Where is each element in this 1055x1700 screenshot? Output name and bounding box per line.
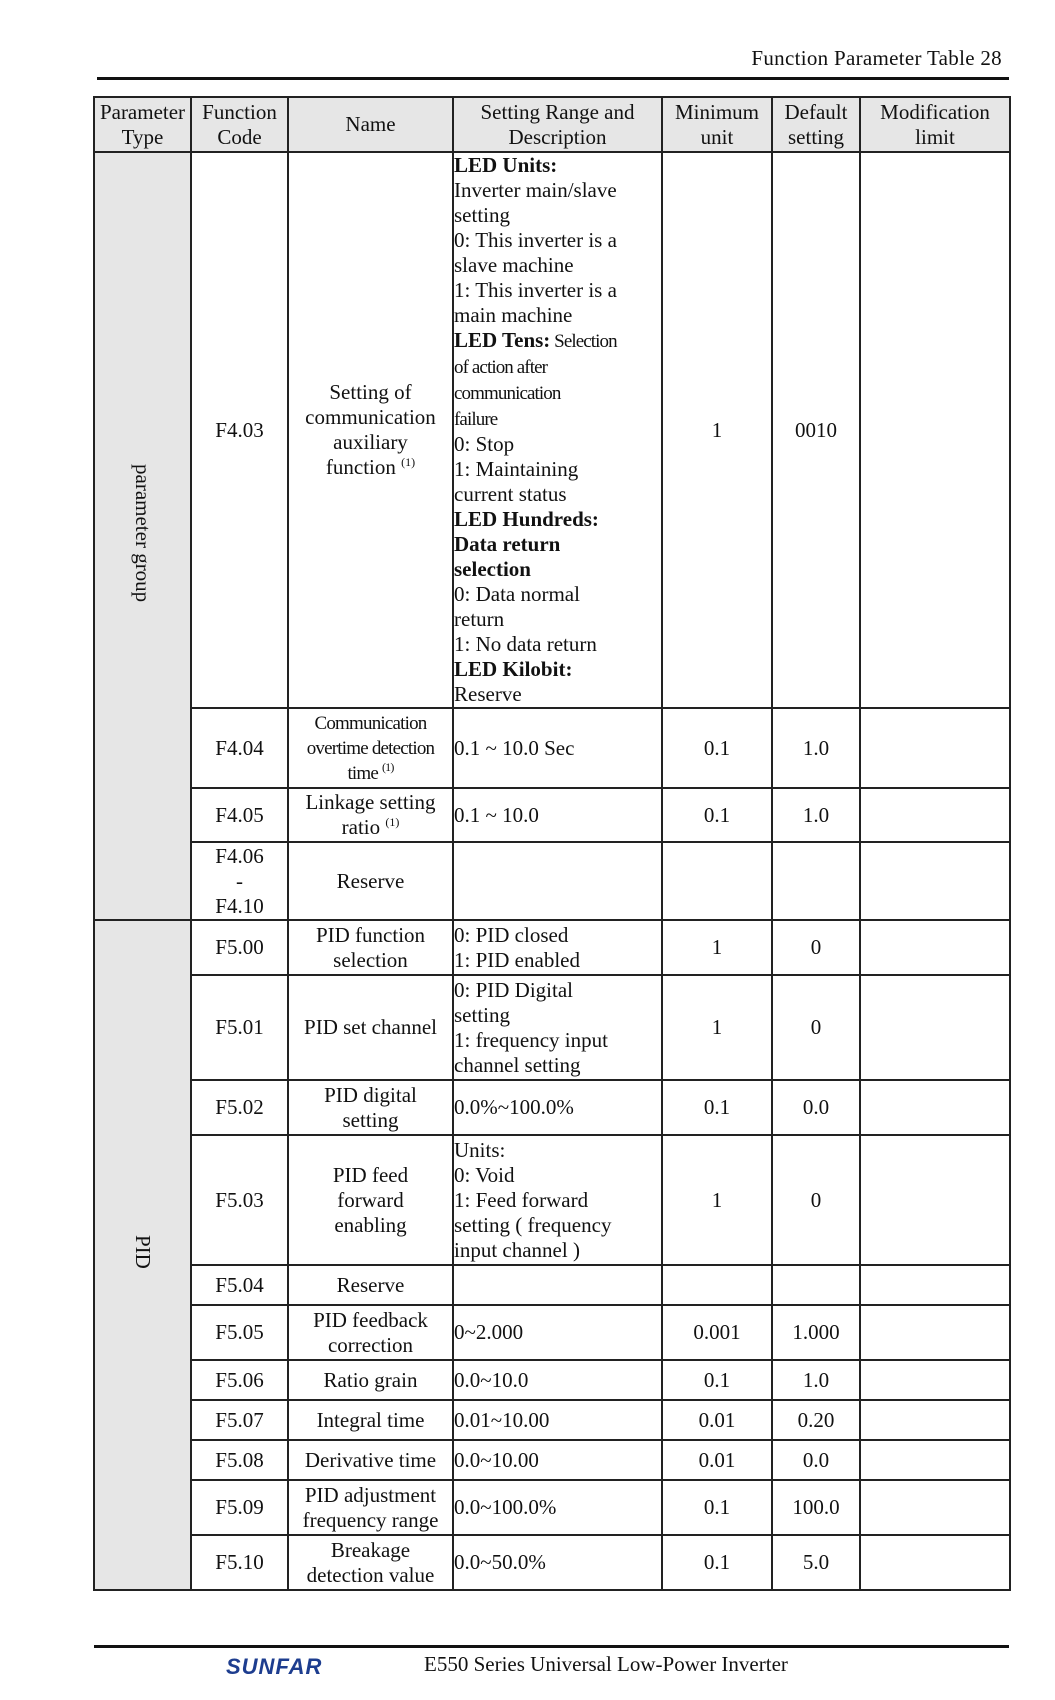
column-header-limit	[860, 97, 1010, 152]
setting-range-text: 0: Void	[454, 1162, 515, 1187]
column-header-line: Minimum	[674, 99, 759, 124]
parameter-name-text: ratio	[341, 815, 381, 839]
minimum-unit-cell: 0.1	[662, 1080, 772, 1135]
function-code-cell	[191, 1400, 288, 1440]
footer-rule	[94, 1645, 1009, 1648]
setting-range-text: 0.0~10.00	[454, 1447, 539, 1472]
function-code: -	[236, 868, 243, 893]
column-header-line: unit	[700, 124, 734, 149]
table-row	[94, 1535, 1010, 1590]
parameter-name-text: frequency range	[302, 1507, 439, 1532]
table-row	[94, 1305, 1010, 1360]
parameter-name-text: auxiliary	[333, 430, 408, 454]
setting-range-text: 1: PID enabled	[454, 947, 580, 972]
minimum-unit-cell: 0.01	[662, 1400, 772, 1440]
setting-range-line	[454, 607, 661, 632]
modification-limit-cell	[860, 152, 1010, 708]
modification-limit-cell	[860, 1265, 1010, 1305]
setting-range-line	[454, 303, 661, 328]
table-row	[94, 788, 1010, 842]
parameter-type-cell	[94, 920, 191, 1590]
setting-range-line	[454, 1028, 661, 1053]
setting-range-text: 1: This inverter is a	[454, 278, 617, 302]
column-header-line: Default	[784, 99, 848, 124]
setting-range-text: Inverter main/slave	[454, 178, 617, 202]
parameter-name-text: PID set channel	[304, 1015, 437, 1039]
setting-range-cell	[453, 1080, 662, 1135]
column-header-line: setting	[788, 124, 844, 149]
setting-range-text: 0.1 ~ 10.0 Sec	[454, 735, 575, 760]
modification-limit-cell	[860, 842, 1010, 920]
parameter-name-text: Communication	[314, 712, 427, 734]
parameter-name-line	[289, 1188, 452, 1213]
function-code-cell	[191, 1135, 288, 1265]
minimum-unit-cell	[662, 842, 772, 920]
default-setting-cell: 1.0	[772, 788, 860, 842]
parameter-name-line	[289, 1163, 452, 1188]
setting-range-text: 0.01~10.00	[454, 1407, 550, 1432]
parameter-name-text: Linkage setting	[305, 790, 436, 814]
setting-range-line	[454, 948, 661, 973]
default-setting-cell: 100.0	[772, 1480, 860, 1535]
header-rule	[97, 77, 1009, 80]
setting-range-line	[454, 1213, 661, 1238]
setting-range-line	[454, 557, 661, 582]
minimum-unit-cell: 1	[662, 1135, 772, 1265]
modification-limit-cell	[860, 708, 1010, 788]
parameter-name-line	[289, 455, 452, 480]
setting-range-text: 1: No data return	[454, 632, 597, 656]
setting-range-text: LED Hundreds:	[454, 507, 599, 531]
parameter-name-line	[289, 1108, 452, 1133]
column-header-min	[662, 97, 772, 152]
setting-range-text: of action after	[454, 357, 548, 378]
setting-range-line	[454, 1320, 661, 1345]
parameter-name-line	[289, 1083, 452, 1108]
parameter-name-text: PID feedback	[313, 1307, 428, 1332]
setting-range-line	[454, 228, 661, 253]
parameter-name-text: PID function	[315, 922, 426, 947]
table-row	[94, 152, 1010, 708]
parameter-name-text: Setting of	[329, 380, 412, 404]
setting-range-text: LED Kilobit:	[454, 657, 573, 681]
minimum-unit-cell: 0.01	[662, 1440, 772, 1480]
default-setting-cell: 1.000	[772, 1305, 860, 1360]
setting-range-line	[454, 1238, 661, 1263]
setting-range-text: 1: Feed forward	[454, 1187, 589, 1212]
parameter-name-text: PID feed	[332, 1162, 409, 1187]
setting-range-line	[454, 1138, 661, 1163]
parameter-name-cell	[288, 1440, 453, 1480]
parameter-name-text: correction	[327, 1332, 414, 1357]
parameter-name-line	[289, 815, 452, 840]
parameter-name-line	[289, 1538, 452, 1563]
setting-range-line	[454, 432, 661, 457]
setting-range-text: LED Tens:	[454, 328, 551, 352]
column-header-line: Modification	[880, 99, 990, 124]
setting-range-text: input channel )	[454, 1237, 580, 1262]
column-header-line: Name	[345, 112, 396, 136]
footnote-marker: (1)	[401, 455, 416, 469]
setting-range-text: setting	[454, 1002, 510, 1027]
setting-range-line	[454, 507, 661, 532]
function-code-cell	[191, 1480, 288, 1535]
setting-range-line	[454, 203, 661, 228]
column-header-line: Code	[217, 124, 262, 149]
setting-range-cell	[453, 152, 662, 708]
parameter-name-line	[289, 1508, 452, 1533]
parameter-name-line	[289, 869, 452, 894]
function-code-cell	[191, 1535, 288, 1590]
parameter-type-label: PID	[131, 1235, 155, 1269]
setting-range-text: 0.0%~100.0%	[454, 1095, 574, 1119]
minimum-unit-cell: 0.1	[662, 708, 772, 788]
setting-range-cell	[453, 1265, 662, 1305]
setting-range-line	[454, 1095, 661, 1120]
function-code: F5.00	[215, 935, 264, 959]
sunfar-logo	[224, 1652, 330, 1678]
setting-range-line	[454, 582, 661, 607]
setting-range-line	[454, 978, 661, 1003]
setting-range-cell	[453, 842, 662, 920]
column-header-name	[288, 97, 453, 152]
parameter-name-text: communication	[305, 405, 436, 429]
parameter-name-line	[289, 430, 452, 455]
function-code: F5.09	[215, 1495, 264, 1519]
parameter-name-text: function	[325, 455, 396, 479]
svg-text:SUNFAR: SUNFAR	[226, 1654, 323, 1678]
setting-range-text: Units:	[454, 1137, 506, 1162]
footer-text: E550 Series Universal Low-Power Inverter	[424, 1652, 788, 1676]
column-header-code	[191, 97, 288, 152]
table-row	[94, 1265, 1010, 1305]
function-code: F5.06	[215, 1367, 264, 1392]
parameter-name-line	[289, 1333, 452, 1358]
parameter-type-label: parameter group	[131, 463, 155, 603]
function-code-cell	[191, 1080, 288, 1135]
setting-range-text: 0: PID closed	[454, 922, 569, 947]
function-code: F4.06	[215, 843, 264, 868]
function-code-cell	[191, 920, 288, 975]
setting-range-line	[454, 682, 661, 707]
setting-range-cell	[453, 1440, 662, 1480]
function-code-cell	[191, 1265, 288, 1305]
minimum-unit-cell	[662, 1265, 772, 1305]
setting-range-text: current status	[454, 482, 567, 506]
setting-range-line	[454, 178, 661, 203]
modification-limit-cell	[860, 1480, 1010, 1535]
setting-range-line	[454, 1053, 661, 1078]
footnote-marker: (1)	[381, 759, 394, 774]
parameter-name-cell	[288, 1360, 453, 1400]
column-header-line: Setting Range and	[480, 99, 635, 124]
parameter-name-line	[289, 1015, 452, 1040]
setting-range-text: LED Units:	[454, 153, 558, 177]
setting-range-line	[454, 278, 661, 303]
parameter-name-line	[289, 790, 452, 815]
parameter-name-line	[289, 1308, 452, 1333]
table-row	[94, 708, 1010, 788]
setting-range-text: 0.0~100.0%	[454, 1495, 557, 1519]
parameter-name-cell	[288, 975, 453, 1080]
setting-range-text: 0.0~50.0%	[454, 1550, 546, 1574]
setting-range-text: channel setting	[454, 1052, 581, 1077]
setting-range-line	[454, 153, 661, 178]
modification-limit-cell	[860, 1135, 1010, 1265]
footnote-marker: (1)	[385, 815, 400, 829]
parameter-name-cell	[288, 1305, 453, 1360]
minimum-unit-cell: 0.1	[662, 1480, 772, 1535]
setting-range-line	[454, 406, 661, 432]
default-setting-cell: 0.0	[772, 1080, 860, 1135]
setting-range-line	[454, 354, 661, 380]
parameter-name-cell	[288, 1080, 453, 1135]
function-code: F4.10	[215, 893, 264, 918]
function-code: F4.05	[215, 802, 264, 827]
column-header-line: limit	[915, 124, 955, 149]
function-code: F5.08	[215, 1447, 264, 1472]
modification-limit-cell	[860, 788, 1010, 842]
default-setting-cell: 0010	[772, 152, 860, 708]
setting-range-line	[454, 253, 661, 278]
function-code: F4.03	[215, 417, 264, 442]
setting-range-line	[454, 1003, 661, 1028]
column-header-default	[772, 97, 860, 152]
setting-range-text: Reserve	[454, 682, 522, 706]
default-setting-cell: 1.0	[772, 708, 860, 788]
parameter-name-cell	[288, 1265, 453, 1305]
parameter-name-line	[289, 1213, 452, 1238]
minimum-unit-cell: 1	[662, 975, 772, 1080]
parameter-name-cell	[288, 1135, 453, 1265]
setting-range-line	[454, 1408, 661, 1433]
parameter-name-line	[289, 380, 452, 405]
function-code-cell	[191, 788, 288, 842]
parameter-name-cell	[288, 920, 453, 975]
column-header-line: Function	[202, 99, 277, 124]
modification-limit-cell	[860, 1535, 1010, 1590]
table-body	[94, 152, 1010, 1590]
column-header-line: Description	[508, 124, 607, 149]
table-header-row	[94, 97, 1010, 152]
parameter-name-text: Ratio grain	[323, 1367, 418, 1392]
parameter-name-line	[289, 923, 452, 948]
setting-range-cell	[453, 788, 662, 842]
setting-range-line	[454, 1188, 661, 1213]
parameter-name-cell	[288, 788, 453, 842]
parameter-name-text: detection value	[306, 1562, 435, 1587]
function-code: F5.01	[215, 1015, 264, 1039]
parameter-name-text: PID adjustment	[304, 1482, 437, 1507]
parameter-type-cell	[94, 152, 191, 920]
parameter-name-line	[289, 1408, 452, 1433]
function-code: F5.10	[215, 1550, 264, 1574]
parameter-name-text: Derivative time	[304, 1447, 437, 1472]
parameter-name-cell	[288, 1400, 453, 1440]
table-row	[94, 920, 1010, 975]
parameter-name-line	[289, 1273, 452, 1298]
setting-range-text: 1: frequency input	[454, 1027, 608, 1052]
function-code: F5.03	[215, 1187, 264, 1212]
setting-range-line	[454, 736, 661, 761]
setting-range-cell	[453, 1360, 662, 1400]
setting-range-line	[454, 380, 661, 406]
setting-range-text: 0: Data normal	[454, 582, 580, 606]
setting-range-line	[454, 632, 661, 657]
default-setting-cell: 0.0	[772, 1440, 860, 1480]
setting-range-cell	[453, 1135, 662, 1265]
setting-range-line	[454, 1495, 661, 1520]
function-code-cell	[191, 1360, 288, 1400]
modification-limit-cell	[860, 1400, 1010, 1440]
function-code-cell	[191, 1440, 288, 1480]
parameter-name-text: time	[347, 762, 379, 784]
setting-range-cell	[453, 920, 662, 975]
setting-range-text: failure	[454, 409, 498, 430]
setting-range-cell	[453, 708, 662, 788]
setting-range-line	[454, 1163, 661, 1188]
function-code: F5.05	[215, 1320, 264, 1344]
parameter-name-cell	[288, 708, 453, 788]
modification-limit-cell	[860, 1360, 1010, 1400]
function-code: F4.04	[215, 735, 264, 760]
parameter-name-text: setting	[342, 1107, 399, 1132]
setting-range-text: 0: This inverter is a	[454, 228, 617, 252]
setting-range-text: return	[454, 607, 505, 631]
function-code: F5.04	[215, 1272, 264, 1297]
default-setting-cell: 0	[772, 920, 860, 975]
setting-range-line	[454, 532, 661, 557]
parameter-name-cell	[288, 1535, 453, 1590]
setting-range-text: 0: Stop	[454, 432, 515, 456]
setting-range-text: setting ( frequency	[454, 1212, 612, 1237]
setting-range-line	[454, 803, 661, 828]
function-code: F5.02	[215, 1095, 264, 1119]
parameter-name-line	[289, 736, 452, 761]
column-header-type	[94, 97, 191, 152]
table-row	[94, 842, 1010, 920]
setting-range-cell	[453, 975, 662, 1080]
parameter-name-line	[289, 948, 452, 973]
minimum-unit-cell: 1	[662, 152, 772, 708]
function-parameter-table	[93, 96, 1011, 1591]
function-code: F5.07	[215, 1407, 264, 1432]
parameter-name-text: PID digital	[324, 1082, 417, 1107]
parameter-name-line	[289, 1483, 452, 1508]
table-row	[94, 1400, 1010, 1440]
parameter-name-text: Integral time	[316, 1407, 425, 1432]
parameter-name-cell	[288, 152, 453, 708]
table-row	[94, 1135, 1010, 1265]
modification-limit-cell	[860, 1080, 1010, 1135]
setting-range-text: 0~2.000	[454, 1320, 524, 1344]
setting-range-text: Data return	[454, 532, 561, 556]
setting-range-line	[454, 1550, 661, 1575]
setting-range-line	[454, 1368, 661, 1393]
parameter-name-line	[289, 1448, 452, 1473]
setting-range-line	[454, 482, 661, 507]
default-setting-cell: 1.0	[772, 1360, 860, 1400]
function-code-cell	[191, 152, 288, 708]
default-setting-cell: 0	[772, 975, 860, 1080]
modification-limit-cell	[860, 1305, 1010, 1360]
minimum-unit-cell: 0.1	[662, 788, 772, 842]
parameter-name-line	[289, 1368, 452, 1393]
function-code-cell	[191, 842, 288, 920]
minimum-unit-cell: 0.1	[662, 1535, 772, 1590]
setting-range-text: 0.1 ~ 10.0	[454, 802, 539, 827]
table-row	[94, 1440, 1010, 1480]
parameter-name-text: enabling	[334, 1212, 407, 1237]
default-setting-cell: 5.0	[772, 1535, 860, 1590]
minimum-unit-cell: 1	[662, 920, 772, 975]
setting-range-text: setting	[454, 203, 510, 227]
parameter-name-cell	[288, 842, 453, 920]
modification-limit-cell	[860, 1440, 1010, 1480]
setting-range-line	[454, 457, 661, 482]
parameter-name-text: Reserve	[336, 1272, 405, 1297]
setting-range-cell	[453, 1535, 662, 1590]
column-header-desc	[453, 97, 662, 152]
setting-range-text: 0: PID Digital	[454, 977, 573, 1002]
parameter-name-line	[289, 1563, 452, 1588]
setting-range-line	[454, 328, 661, 354]
modification-limit-cell	[860, 920, 1010, 975]
setting-range-text: 0.0~10.0	[454, 1367, 529, 1392]
setting-range-line	[454, 1448, 661, 1473]
parameter-name-line	[289, 761, 452, 786]
parameter-name-line	[289, 405, 452, 430]
column-header-line: Type	[121, 124, 164, 149]
setting-range-text: communication	[454, 383, 561, 404]
setting-range-cell	[453, 1400, 662, 1440]
setting-range-text: selection	[454, 557, 531, 581]
function-code-cell	[191, 708, 288, 788]
setting-range-line	[454, 923, 661, 948]
modification-limit-cell	[860, 975, 1010, 1080]
parameter-name-text: selection	[333, 947, 408, 972]
setting-range-cell	[453, 1305, 662, 1360]
function-code-cell	[191, 975, 288, 1080]
function-code-cell	[191, 1305, 288, 1360]
setting-range-tail: Selection	[550, 331, 617, 352]
parameter-name-text: forward	[337, 1187, 404, 1212]
default-setting-cell	[772, 1265, 860, 1305]
table-row	[94, 1080, 1010, 1135]
default-setting-cell: 0	[772, 1135, 860, 1265]
column-header-line: Parameter	[99, 99, 186, 124]
setting-range-text: main machine	[454, 303, 573, 327]
table-row	[94, 975, 1010, 1080]
table-row	[94, 1360, 1010, 1400]
parameter-name-text: Reserve	[336, 868, 405, 893]
parameter-name-cell	[288, 1480, 453, 1535]
minimum-unit-cell: 0.1	[662, 1360, 772, 1400]
setting-range-line	[454, 657, 661, 682]
default-setting-cell	[772, 842, 860, 920]
table-row	[94, 1480, 1010, 1535]
parameter-name-line	[289, 711, 452, 736]
minimum-unit-cell: 0.001	[662, 1305, 772, 1360]
setting-range-text: 1: Maintaining	[454, 457, 579, 481]
setting-range-cell	[453, 1480, 662, 1535]
setting-range-text: slave machine	[454, 253, 574, 277]
parameter-name-text: overtime detection	[306, 737, 435, 759]
page-header: Function Parameter Table 28	[751, 46, 1002, 70]
default-setting-cell: 0.20	[772, 1400, 860, 1440]
parameter-name-text: Breakage	[330, 1537, 411, 1562]
